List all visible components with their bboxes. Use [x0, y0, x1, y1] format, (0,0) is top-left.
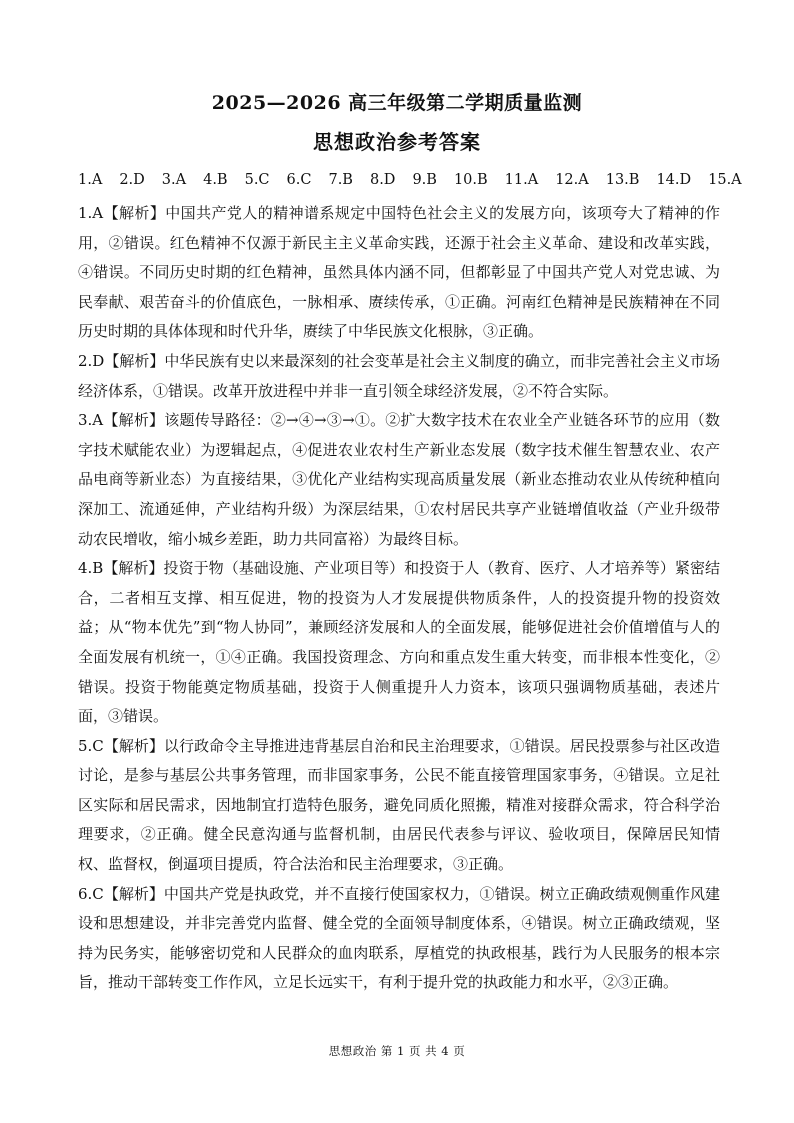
answer-key-item: 4.B — [203, 172, 228, 188]
answer-key-item: 15.A — [708, 172, 742, 188]
page-title: 2025—2026 高三年级第二学期质量监测 — [211, 92, 583, 114]
answer-key-item: 2.D — [119, 172, 145, 188]
answer-key-item: 10.B — [453, 172, 488, 188]
answer-key-item: 13.B — [605, 172, 640, 188]
answer-key-item: 12.A — [555, 172, 589, 188]
answer-key-item: 3.A — [161, 172, 187, 188]
explanation-q3: 3.A【解析】该题传导路径：②→④→③→①。②扩大数字技术在农业全产业链各环节的应用（数字技术赋能农业）为逻辑起点，④促进农业农村生产新业态发展（数字技术催生智慧农业、农产品电商等新业态）为直接结果，③优化产业结构实现高质量发展（新业态推动农业从传统种植向深加工、流通延伸，产业结构升级）为深层结果，①农村居民共享产业链增值收益（产业升级带动农民增收，缩小城乡差距，助力共同富裕）为最终目标。 — [78, 411, 720, 548]
answer-key-item: 11.A — [504, 172, 539, 188]
answer-key-row — [78, 172, 742, 188]
answer-key-item: 8.D — [369, 172, 396, 188]
explanation-q1: 1.A【解析】中国共产党人的精神谱系规定中国特色社会主义的发展方向，该项夸大了精神的作用，②错误。红色精神不仅源于新民主主义革命实践，还源于社会主义革命、建设和改革实践，④错误。不同历史时期的红色精神，虽然具体内涵不同，但都彰显了中国共产党人对党忠诚、为民奉献、艰苦奋斗的价值底色，一脉相承、赓续传承，①正确。河南红色精神是民族精神在不同历史时期的具体体现和时代升华，赓续了中华民族文化根脉，③正确。 — [78, 204, 720, 341]
explanations-section — [78, 199, 720, 998]
explanation-q5: 5.C【解析】以行政命令主导推进违背基层自治和民主治理要求，①错误。居民投票参与社区改造讨论，是参与基层公共事务管理，而非国家事务，公民不能直接管理国家事务，④错误。立足社区实际和居民需求，因地制宜打造特色服务，避免同质化照搬，精准对接群众需求，符合科学治理要求，②正确。健全民意沟通与监督机制，由居民代表参与评议、验收项目，保障居民知情权、监督权，倒逼项目提质，符合法治和民主治理要求，③正确。 — [78, 736, 720, 874]
page-subtitle: 思想政治参考答案 — [313, 130, 481, 154]
explanation-q2: 2.D【解析】中华民族有史以来最深刻的社会变革是社会主义制度的确立，而非完善社会主义市场经济体系，①错误。改革开放进程中并非一直引领全球经济发展，②不符合实际。 — [78, 351, 720, 400]
explanation-q4: 4.B【解析】投资于物（基础设施、产业项目等）和投资于人（教育、医疗、人才培养等）紧密结合，二者相互支撑、相互促进，物的投资为人才发展提供物质条件，人的投资提升物的投资效益；从“物本优先”到“物人协同”，兼顾经济发展和人的全面发展，能够促进社会价值增值与人的全面发展有机统一，①④正确。我国投资理念、方向和重点发生重大转变，而非根本性变化，②错误。投资于物能奠定物质基础，投资于人侧重提升人力资本，该项只强调物质基础，表述片面，③错误。 — [78, 559, 720, 726]
answer-key-item: 9.B — [412, 172, 437, 188]
answer-key-item: 14.D — [656, 172, 692, 188]
answer-key-item: 1.A — [78, 172, 103, 188]
page-footer: 思想政治 第 1 页 共 4 页 — [328, 1044, 466, 1058]
answer-key-item: 6.C — [286, 172, 312, 188]
explanation-q6: 6.C【解析】中国共产党是执政党，并不直接行使国家权力，①错误。树立正确政绩观侧重作风建设和思想建设，并非完善党内监督、健全党的全面领导制度体系，④错误。树立正确政绩观，坚持为民务实，能够密切党和人民群众的血肉联系，厚植党的执政根基，践行为人民服务的根本宗旨，推动干部转变工作作风，立足长远实干，有利于提升党的执政能力和水平，②③正确。 — [78, 884, 720, 992]
answer-key-item: 5.C — [244, 172, 270, 188]
answer-key-item: 7.B — [328, 172, 353, 188]
